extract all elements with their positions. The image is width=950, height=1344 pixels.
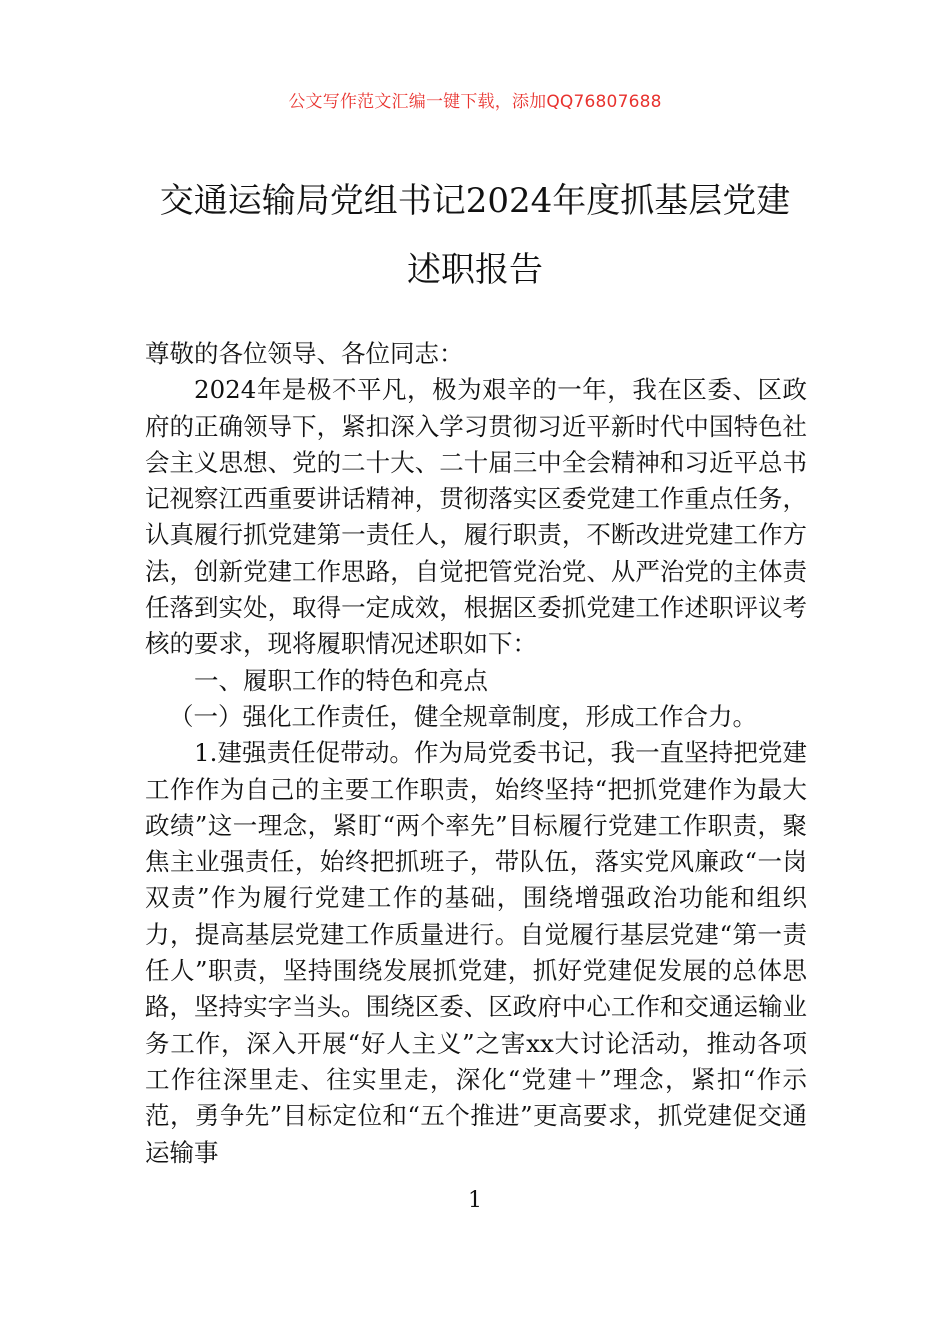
subsection-heading: （一）强化工作责任，健全规章制度，形成工作合力。 — [169, 701, 757, 731]
paragraph-responsibility: 1.建强责任促带动。作为局党委书记，我一直坚持把党建工作作为自己的主要工作职责，始终坚持“把抓党建作为最大政绩”这一理念，紧盯“两个率先”目标履行党建工作职责，聚焦主业强责任，始终把抓班子，带队伍，落实党风廉政“一岗双责”作为履行党建工作的基础，围绕增强政治功能和组织力，提高基层党建工作质量进行。自觉履行基层党建“第一责任人”职责，坚持围绕发展抓党建，抓好党建促发展的总体思路，坚持实字当头。围绕区委、区政府中心工作和交通运输业务工作，深入开展“好人主义”之害xx大讨论活动，推动各项工作往深里走、往实里走，深化“党建＋”理念，紧扣“作示范，勇争先”目标定位和“五个推进”更高要求，抓党建促交通运输事 — [145, 738, 807, 1167]
document-title-line-2: 述职报告 — [407, 250, 543, 290]
salutation: 尊敬的各位领导、各位同志： — [145, 339, 464, 368]
promo-header: 公文写作范文汇编一键下载，添加QQ76807688 — [288, 92, 662, 112]
document-title-line-1: 交通运输局党组书记2024年度抓基层党建 — [159, 181, 791, 221]
section-heading: 一、履职工作的特色和亮点 — [194, 665, 488, 695]
document-body — [145, 336, 807, 1171]
page-number: 1 — [468, 1188, 482, 1213]
paragraph-intro: 2024年是极不平凡，极为艰辛的一年，我在区委、区政府的正确领导下，紧扣深入学习贯彻习近平新时代中国特色社会主义思想、党的二十大、二十届三中全会精神和习近平总书记视察江西重要讲话精神，贯彻落实区委党建工作重点任务，认真履行抓党建第一责任人，履行职责，不断改进党建工作方法，创新党建工作思路，自觉把管党治党、从严治党的主体责任落到实处，取得一定成效，根据区委抓党建工作述职评议考核的要求，现将履职情况述职如下： — [145, 375, 807, 659]
